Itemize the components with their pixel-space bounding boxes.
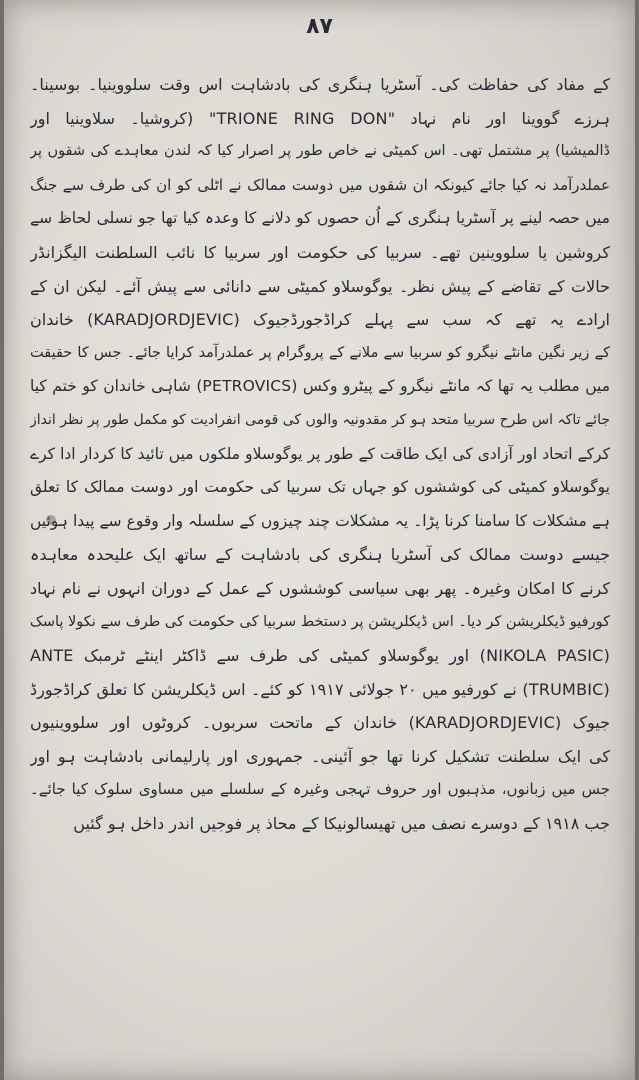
text-line-3: ڈالمیشیا) پر مشتمل تھی۔ اس کمیٹی نے خاص طور پر اصرار کیا کہ لندن معاہدے کی شقوں پر — [30, 143, 610, 160]
text-line-22: جس میں زبانوں، مذہبوں اور حروف تہجی وغیرہ کے سلسلے میں مساوی سلوک کیا جائے۔ — [30, 780, 610, 799]
text-line-1: کے مفاد کی حفاظت کی۔ آسٹریا ہنگری کی بادشاہت اس وقت سلووینیا۔ بوسینا۔ — [30, 75, 610, 94]
ink-spot — [46, 515, 56, 525]
text-line-13: یوگوسلاو کمیٹی کی کوششوں کو جہاں تک سربیا کی حکومت اور دوست ممالک کا تعلق — [30, 478, 610, 497]
text-line-4: عملدرآمد نہ کیا جائے کیونکہ ان شقوں میں دوست ممالک نے اٹلی کو ان کی طرف سے جنگ — [30, 175, 610, 194]
text-line-10: میں مطلب یہ تھا کہ مانٹے نیگرو کے پیٹرو وکس (PETROVICS) شاہی خاندان کو ختم کیا — [30, 377, 610, 396]
text-line-9: کے زیر نگین مانٹے نیگرو کو سربیا سے ملانے کے پروگرام پر عملدرآمد کرایا جائے۔ جس کا حقیقت — [30, 344, 610, 361]
page-number: ۸۷ — [306, 14, 333, 39]
text-line-6: کروشین یا سلووینین تھے۔ سربیا کی حکومت اور سربیا کا نائب السلطنت الیگزانڈر — [30, 242, 610, 262]
text-line-15: جیسے دوست ممالک کی آسٹریا ہنگری کی بادشاہت کے ساتھ ایک علیحدہ معاہدہ — [30, 545, 610, 565]
text-line-11: جائے تاکہ اس طرح سربیا متحد ہو کر مقدونیہ والوں کی قومی انفرادیت کو مکمل طور پر نظر انداز — [30, 411, 610, 428]
text-line-17: کورفیو ڈیکلریشن کر دیا۔ اس ڈیکلریشن پر دستخط سربیا کی حکومت کی طرف سے نکولا پاسک — [30, 613, 610, 630]
text-line-23: جب ۱۹۱۸ کے دوسرے نصف میں تھیسالونیکا کے محاذ پر فوجیں اندر داخل ہو گئیں — [73, 814, 610, 834]
manuscript-page — [4, 0, 635, 1080]
text-line-18: (NIKOLA PASIC) اور یوگوسلاو کمیٹی کی طرف سے ڈاکٹر اینٹے ٹرمبک ANTE — [30, 646, 610, 666]
text-line-7: حالات کے تقاضے کے پیش نظر۔ یوگوسلاو کمیٹی سے دانائی سے پیش آئے۔ لیکن ان کے — [30, 276, 610, 296]
handwritten-text-body — [30, 68, 610, 841]
text-line-16: کرنے کا امکان وغیرہ۔ پھر بھی سیاسی کوششوں کے عمل کے دوران انہوں نے نام نہاد — [30, 578, 610, 598]
text-line-19: (TRUMBIC) نے کورفیو میں ۲۰ جولائی ۱۹۱۷ کو کئے۔ اس ڈیکلریشن کا تعلق کراڈجورڈ — [30, 679, 610, 699]
text-line-21: کی ایک سلطنت تشکیل کرنا تھا جو آئینی۔ جمہوری اور پارلیمانی بادشاہت ہو اور — [30, 746, 610, 766]
text-line-2: ہرزے گووینا اور نام نہاد "TRIONE RING DON" (کروشیا۔ سلاوینیا اور — [30, 108, 610, 128]
text-line-20: جیوک (KARADJORDJEVIC) خاندان کے ماتحت سربوں۔ کروٹوں اور سلووینیوں — [30, 713, 610, 733]
text-line-5: میں حصہ لینے پر آسٹریا ہنگری کے اُن حصوں کو دلانے کا وعدہ کیا تھا جو نسلی لحاظ سے — [30, 209, 610, 228]
text-line-14: ہے مشکلات کا سامنا کرنا پڑا۔ یہ مشکلات چند چیزوں کے سلسلہ وار وقوع سے پیدا ہوئیں — [30, 511, 610, 530]
text-line-12: کرکے اتحاد اور آزادی کی ایک طاقت کے طور پر یوگوسلاو ملکوں میں تائید کا کردار ادا کرے — [30, 444, 610, 463]
text-line-8: ارادے یہ تھے کہ سب سے پہلے کراڈجورڈجیوک (KARADJORDJEVIC) خاندان — [30, 310, 610, 330]
